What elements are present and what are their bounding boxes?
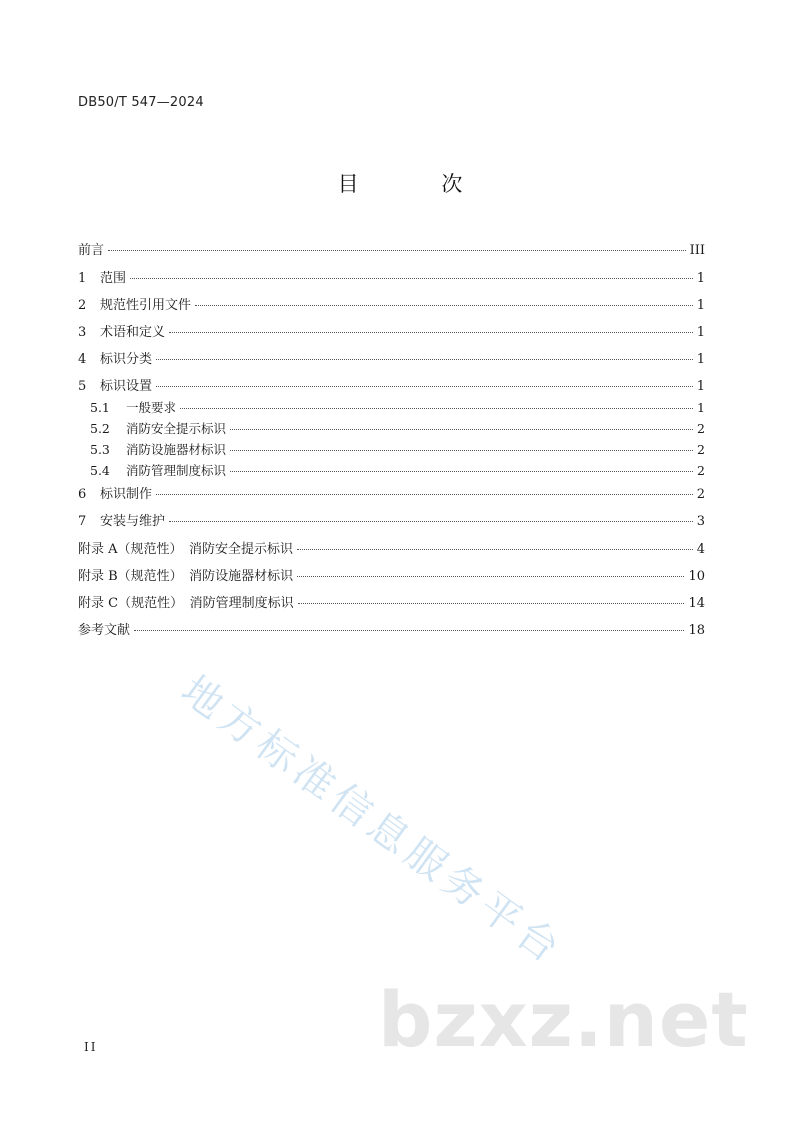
toc-entry-number: 5.1 (90, 400, 110, 415)
toc-dot-leader (156, 494, 693, 495)
toc-entry[interactable] (78, 242, 705, 260)
toc-dot-leader (156, 359, 693, 360)
toc-entry-number: 3 (78, 325, 87, 340)
toc-entry[interactable] (78, 513, 705, 531)
toc-entry-page: 18 (688, 623, 705, 638)
toc-entry-label: 消防管理制度标识 (126, 463, 227, 478)
toc-entry-label: 消防设施器材标识 (126, 442, 227, 457)
toc-dot-leader (130, 278, 693, 279)
toc-entry-label: 安装与维护 (100, 514, 166, 529)
page-number: II (84, 1040, 98, 1054)
toc-entry-number: 4 (78, 352, 87, 367)
toc-entry[interactable] (78, 420, 705, 438)
toc-entry-label: 消防安全提示标识 (126, 421, 227, 436)
toc-dot-leader (230, 450, 693, 451)
toc-entry-label: 前言 (78, 243, 105, 258)
toc-entry-label: 标识设置 (100, 379, 153, 394)
toc-entry-page: 1 (696, 379, 705, 394)
toc-entry-number: 5.2 (90, 421, 110, 436)
toc-dot-leader (169, 332, 693, 333)
toc-dot-leader (180, 408, 693, 409)
toc-entry-label: 标识制作 (100, 487, 153, 502)
toc-dot-leader (134, 630, 684, 631)
toc-dot-leader (156, 386, 693, 387)
watermark-chinese: 地方标准信息服务平台 (172, 667, 572, 975)
toc-entry-page: 3 (696, 514, 705, 529)
toc-entry[interactable] (78, 622, 705, 640)
toc-entry-page: 10 (688, 569, 705, 584)
toc-entry-page: 1 (696, 325, 705, 340)
toc-entry-number: 6 (78, 487, 87, 502)
toc-entry-page: 14 (688, 596, 705, 611)
watermark-site: bzxz.net (378, 975, 749, 1064)
toc-entry-label: 附录 A（规范性） 消防安全提示标识 (78, 542, 294, 557)
toc-entry-number: 7 (78, 514, 87, 529)
toc-entry-page: 2 (697, 421, 705, 436)
toc-entry-page: III (689, 243, 705, 258)
toc-entry-page: 1 (696, 352, 705, 367)
toc-dot-leader (108, 250, 686, 251)
toc-entry[interactable] (78, 462, 705, 480)
toc-dot-leader (298, 603, 685, 604)
toc-entry[interactable] (78, 399, 705, 417)
toc-entry[interactable] (78, 441, 705, 459)
toc-entry[interactable] (78, 541, 705, 559)
toc-entry-label: 范围 (100, 271, 127, 286)
toc-entry-number: 5.3 (90, 442, 110, 457)
toc-entry-number: 1 (78, 271, 87, 286)
toc-entry-label: 一般要求 (126, 400, 177, 415)
toc-entry-page: 1 (697, 400, 705, 415)
toc-dot-leader (297, 549, 693, 550)
toc-entry[interactable] (78, 378, 705, 396)
toc-entry-label: 附录 B（规范性） 消防设施器材标识 (78, 569, 294, 584)
toc-entry-number: 5 (78, 379, 87, 394)
toc-entry[interactable] (78, 270, 705, 288)
toc-entry-label: 规范性引用文件 (100, 298, 192, 313)
toc-title: 目 次 (337, 172, 501, 196)
toc-entry-label: 标识分类 (100, 352, 153, 367)
toc-entry-label: 参考文献 (78, 623, 131, 638)
toc-entry[interactable] (78, 595, 705, 613)
toc-dot-leader (297, 576, 684, 577)
toc-entry-page: 2 (697, 442, 705, 457)
toc-entry-page: 1 (696, 271, 705, 286)
toc-entry-number: 2 (78, 298, 87, 313)
toc-entry[interactable] (78, 351, 705, 369)
toc-entry-label: 术语和定义 (100, 325, 166, 340)
toc-entry-page: 2 (697, 463, 705, 478)
toc-entry[interactable] (78, 324, 705, 342)
toc-entry-label: 附录 C（规范性） 消防管理制度标识 (78, 596, 294, 611)
toc-entry-page: 4 (696, 542, 705, 557)
toc-entry-number: 5.4 (90, 463, 110, 478)
toc-entry-page: 2 (696, 487, 705, 502)
toc-entry[interactable] (78, 297, 705, 315)
toc-dot-leader (195, 305, 693, 306)
toc-entry-page: 1 (696, 298, 705, 313)
standard-code: DB50/T 547—2024 (78, 95, 204, 110)
toc-dot-leader (230, 429, 693, 430)
toc-dot-leader (230, 471, 693, 472)
toc-entry[interactable] (78, 568, 705, 586)
toc-entry[interactable] (78, 486, 705, 504)
toc-dot-leader (169, 521, 693, 522)
